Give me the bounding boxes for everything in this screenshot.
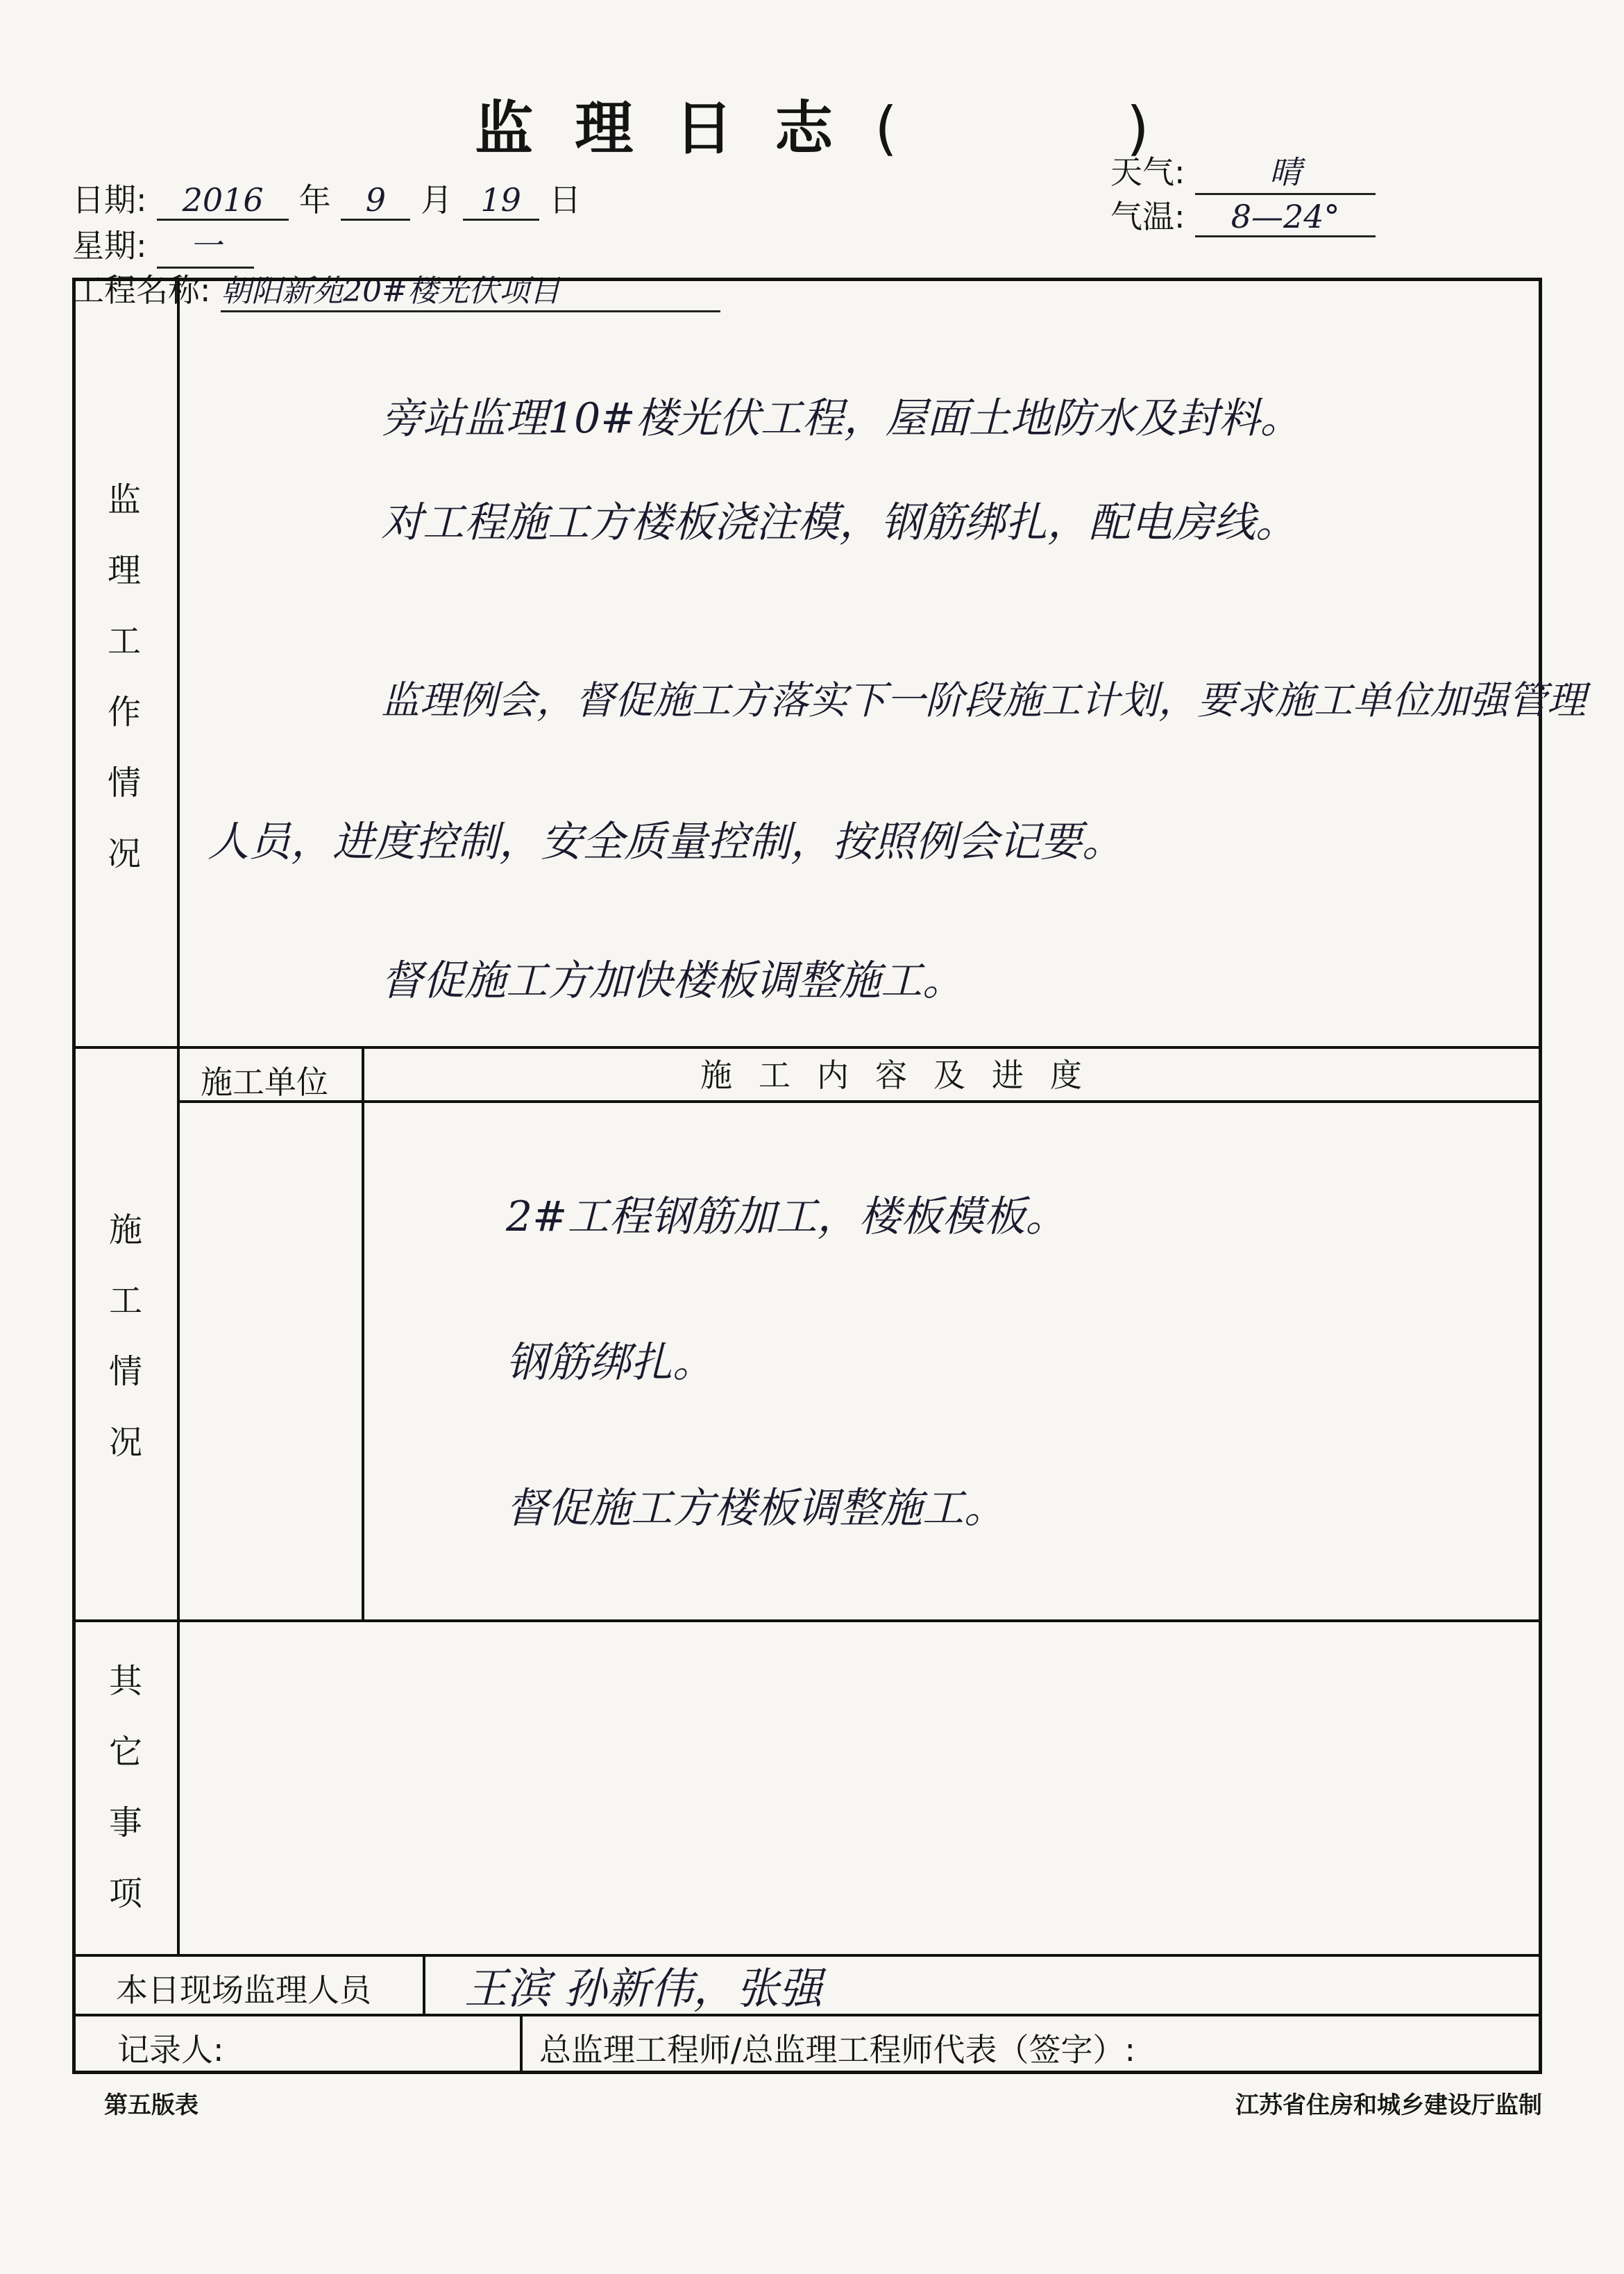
weekday-label: 星期: bbox=[72, 227, 147, 264]
staff-label: 本日现场监理人员 bbox=[116, 1971, 371, 2009]
divider-construction-header bbox=[177, 1100, 1539, 1103]
log-form bbox=[72, 278, 1586, 2074]
form-version: 第五版表 bbox=[104, 2091, 198, 2119]
staff-signatures: 王滨 孙新伟，张强 bbox=[464, 1963, 822, 2014]
weather-row bbox=[1110, 147, 1376, 195]
construction-line-1: 2#工程钢筋加工，楼板模板。 bbox=[506, 1193, 1067, 1241]
chief-engineer-label: 总监理工程师/总监理工程师代表（签字）: bbox=[539, 2031, 1135, 2069]
construction-line-3: 督促施工方楼板调整施工。 bbox=[506, 1484, 1006, 1533]
date-row bbox=[72, 175, 581, 221]
supervision-line-5: 督促施工方加快楼板调整施工。 bbox=[381, 957, 964, 1005]
supervision-section-label: 监 理 工 作 情 况 bbox=[107, 480, 141, 873]
divider-construction-bottom bbox=[76, 1619, 1539, 1622]
date-label: 日期: bbox=[72, 181, 147, 219]
day-value: 19 bbox=[463, 181, 539, 221]
project-value: 朝阳新苑20#楼光伏项目 bbox=[221, 266, 720, 312]
year-value: 2016 bbox=[157, 181, 289, 221]
construction-line-2: 钢筋绑扎。 bbox=[506, 1338, 714, 1387]
recorder-divider bbox=[520, 2014, 523, 2071]
supervision-line-4: 人员，进度控制，安全质量控制，按照例会记要。 bbox=[208, 818, 1124, 866]
day-unit: 日 bbox=[549, 181, 582, 219]
construction-unit-header: 施工单位 bbox=[201, 1063, 328, 1101]
year-unit: 年 bbox=[298, 181, 331, 219]
recorder-label: 记录人: bbox=[117, 2031, 224, 2069]
temperature-label: 气温: bbox=[1110, 198, 1185, 235]
month-unit: 月 bbox=[421, 181, 452, 219]
construction-content-header: 施工内容及进度 bbox=[700, 1056, 1108, 1094]
weekday-row bbox=[72, 221, 254, 269]
supervision-line-3: 监理例会，督促施工方落实下一阶段施工计划，要求施工单位加强管理 bbox=[381, 678, 1586, 723]
issuer-note: 江苏省住房和城乡建设厅监制 bbox=[1235, 2091, 1542, 2119]
title-text: 监理日志 bbox=[475, 94, 875, 162]
label-column-divider bbox=[177, 281, 180, 1954]
project-label: 工程名称: bbox=[72, 271, 211, 309]
staff-label-divider bbox=[423, 1954, 425, 2014]
supervision-line-2: 对工程施工方楼板浇注模，钢筋绑扎，配电房线。 bbox=[381, 498, 1297, 547]
title-paren-open: ( bbox=[874, 94, 897, 162]
unit-column-divider bbox=[362, 1046, 364, 1619]
page-title bbox=[0, 82, 1624, 166]
temperature-value: 8—24° bbox=[1195, 198, 1376, 237]
divider-supervision-bottom bbox=[76, 1046, 1539, 1049]
temperature-row bbox=[1110, 192, 1376, 237]
month-value: 9 bbox=[341, 181, 410, 221]
weather-label: 天气: bbox=[1110, 153, 1185, 191]
other-section-label: 其 它 事 项 bbox=[108, 1662, 142, 1913]
title-paren-close: ) bbox=[1126, 94, 1149, 162]
construction-section-label: 施 工 情 况 bbox=[108, 1211, 142, 1462]
supervision-line-1: 旁站监理10#楼光伏工程，屋面土地防水及封料。 bbox=[381, 394, 1302, 443]
weather-value: 晴 bbox=[1195, 147, 1376, 195]
weekday-value: 一 bbox=[157, 221, 254, 269]
